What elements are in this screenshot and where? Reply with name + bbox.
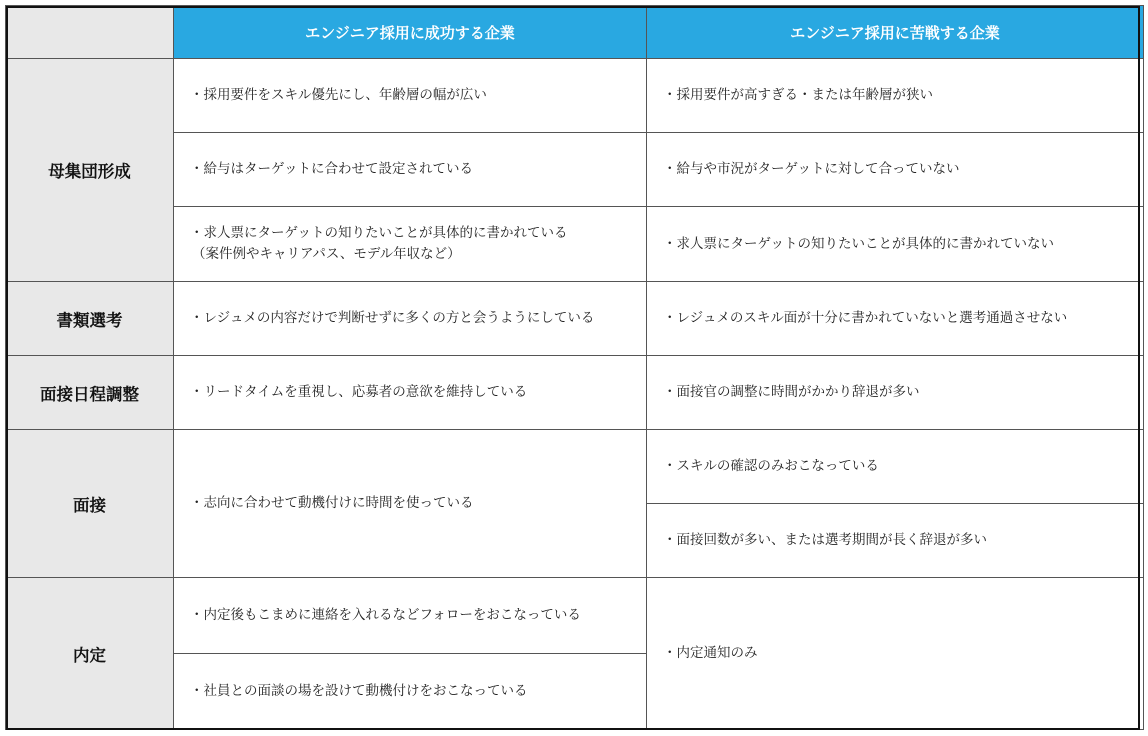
success-naitei-1: ・内定後もこまめに連絡を入れるなどフォローをおこなっている — [174, 578, 647, 654]
success-boshudan-2: ・給与はターゲットに合わせて設定されている — [174, 133, 647, 207]
struggle-boshudan-2: ・給与や市況がターゲットに対して合っていない — [647, 133, 1144, 207]
success-shorui: ・レジュメの内容だけで判断せずに多くの方と会うようにしている — [174, 282, 647, 356]
struggle-mensetsu-1: ・スキルの確認のみおこなっている — [647, 430, 1144, 504]
success-mensetsu: ・志向に合わせて動機付けに時間を使っている — [174, 430, 647, 578]
struggle-mensetsu-2: ・面接回数が多い、または選考期間が長く辞退が多い — [647, 504, 1144, 578]
success-boshudan-1: ・採用要件をスキル優先にし、年齢層の幅が広い — [174, 59, 647, 133]
success-boshudan-3-line2: （案件例やキャリアパス、モデル年収など） — [192, 246, 461, 262]
stage-naitei: 内定 — [6, 578, 174, 730]
struggle-boshudan-1: ・採用要件が高すぎる・または年齢層が狭い — [647, 59, 1144, 133]
struggle-boshudan-3: ・求人票にターゲットの知りたいことが具体的に書かれていない — [647, 207, 1144, 282]
stage-mensetsu: 面接 — [6, 430, 174, 578]
struggle-shorui: ・レジュメのスキル面が十分に書かれていないと選考通過させない — [647, 282, 1144, 356]
success-naitei-2: ・社員との面談の場を設けて動機付けをおこなっている — [174, 654, 647, 730]
stage-nittei: 面接日程調整 — [6, 356, 174, 430]
success-boshudan-3-line1: ・求人票にターゲットの知りたいことが具体的に書かれている — [190, 225, 568, 241]
header-success: エンジニア採用に成功する企業 — [174, 6, 647, 59]
header-struggle: エンジニア採用に苦戦する企業 — [647, 6, 1144, 59]
stage-boshudan: 母集団形成 — [6, 59, 174, 282]
struggle-nittei: ・面接官の調整に時間がかかり辞退が多い — [647, 356, 1144, 430]
struggle-naitei: ・内定通知のみ — [647, 578, 1144, 730]
table-outer-border — [6, 6, 1140, 730]
stage-shorui: 書類選考 — [6, 282, 174, 356]
success-nittei: ・リードタイムを重視し、応募者の意欲を維持している — [174, 356, 647, 430]
